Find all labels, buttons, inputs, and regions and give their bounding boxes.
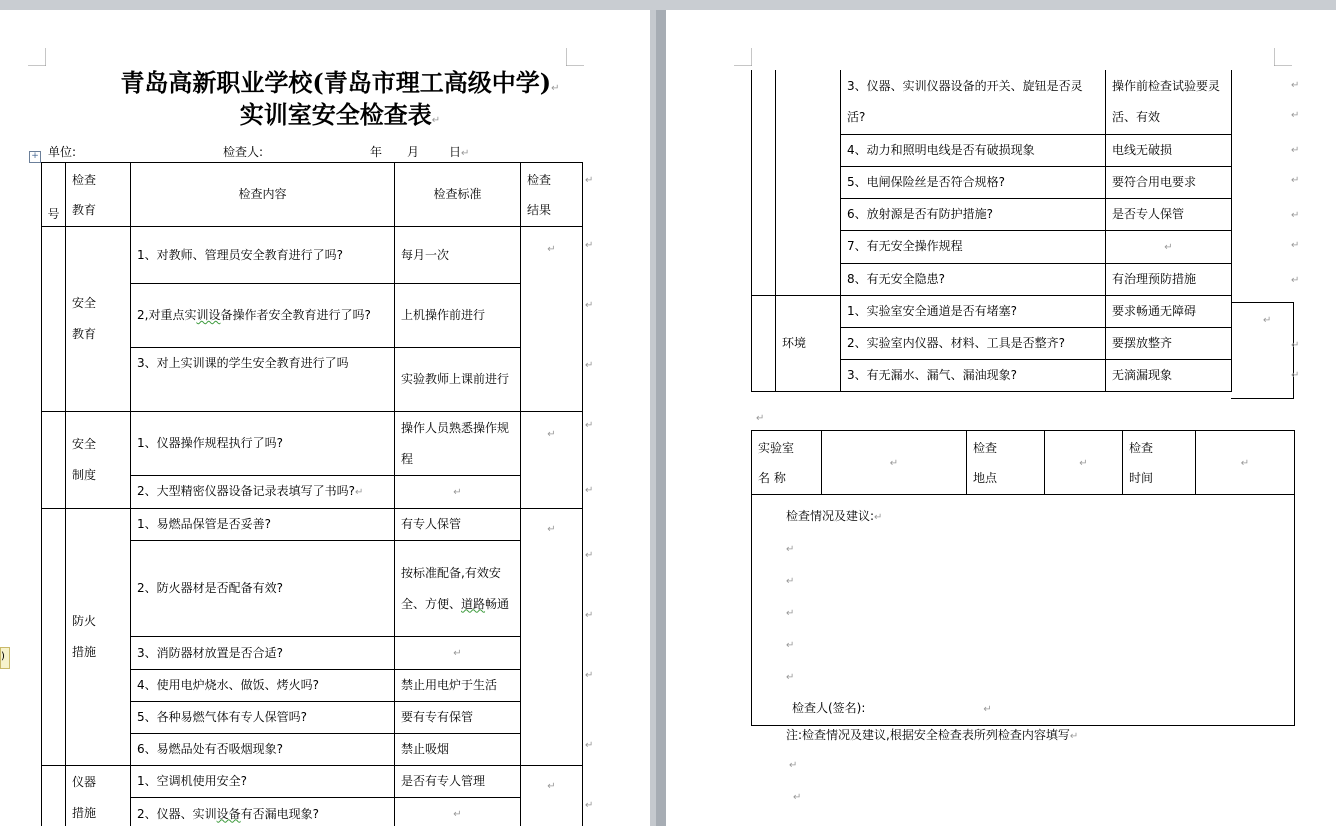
content-cell[interactable]: 1、易燃品保管是否妥善? [131,509,395,541]
document-page-2[interactable] [666,10,1336,826]
header-number: 号 [42,163,66,227]
content-cell[interactable]: 5、电闸保险丝是否符合规格? [841,166,1106,198]
crop-mark-top-right [566,48,584,66]
standard-cell[interactable] [395,637,521,670]
section-fire-prevention: 防火 措施 [66,509,131,766]
standard-cell[interactable]: 要有专有保管 [395,702,521,734]
lab-info-form [751,430,1295,726]
document-page-1[interactable] [0,10,650,826]
section-safety-education: 安全 教育 [66,227,131,412]
standard-cell[interactable]: 有专人保管 [395,509,521,541]
content-cell[interactable]: 2、仪器、实训设备有否漏电现象? [131,798,395,826]
table-header-row [42,163,583,227]
inspector-label: 检查人: [223,145,264,159]
result-cell[interactable] [521,509,583,766]
standard-cell[interactable]: 电线无破损 [1106,134,1232,166]
content-cell[interactable]: 6、易燃品处有否吸烟现象? [131,734,395,766]
crop-mark-top-right [1274,48,1292,66]
result-cell[interactable] [521,412,583,509]
table-row [752,70,1232,134]
situation-row [752,495,1295,726]
note-text: 注:检查情况及建议,根据安全检查表所列检查内容填写 ↵ [786,726,1078,743]
header-item: 检查 教育 [66,163,131,227]
table-row [42,509,583,541]
content-cell[interactable]: 4、动力和照明电线是否有破损现象 [841,134,1106,166]
standard-cell[interactable]: 按标准配备,有效安全、方便、道路畅通 [395,541,521,637]
content-cell[interactable]: 3、有无漏水、漏气、漏油现象? [841,359,1106,391]
situation-cell[interactable] [752,495,1295,726]
content-cell[interactable]: 6、放射源是否有防护措施? [841,198,1106,230]
standard-cell[interactable] [395,798,521,826]
standard-cell[interactable]: 禁止吸烟 [395,734,521,766]
section-safety-system: 安全 制度 [66,412,131,509]
result-cell[interactable] [521,766,583,826]
lab-name-value[interactable] [822,431,967,495]
content-cell[interactable]: 3、仪器、实训仪器设备的开关、旋钮是否灵活? [841,70,1106,134]
month-label: 月 [407,145,420,159]
standard-cell[interactable]: 无滴漏现象 [1106,359,1232,391]
content-cell[interactable]: 5、各种易燃气体有专人保管吗? [131,702,395,734]
content-cell[interactable]: 1、对教师、管理员安全教育进行了吗? [131,227,395,284]
standard-cell[interactable]: 操作人员熟悉操作规程 [395,412,521,476]
standard-cell[interactable]: 要摆放整齐 [1106,327,1232,359]
day-label: 日 ↵ [449,143,469,160]
lab-name-label: 实验室 名 称 [752,431,822,495]
content-cell[interactable]: 3、消防器材放置是否合适? [131,637,395,670]
standard-cell[interactable]: 要符合用电要求 [1106,166,1232,198]
standard-cell[interactable]: 实验教师上课前进行 [395,348,521,412]
content-cell[interactable]: 2、防火器材是否配备有效? [131,541,395,637]
content-cell[interactable]: 2、大型精密仪器设备记录表填写了书吗? ↵ [131,476,395,509]
content-cell[interactable]: 1、空调机使用安全? [131,766,395,798]
content-cell[interactable]: 3、对上实训课的学生安全教育进行了吗 [131,348,395,412]
standard-cell[interactable]: 操作前检查试验要灵活、有效 [1106,70,1232,134]
section-instruments: 仪器 措施 [66,766,131,826]
year-label: 年 [370,145,383,159]
page-gutter [650,10,666,826]
section-environment: 环境 [776,295,841,391]
content-cell[interactable]: 2、实验室内仪器、材料、工具是否整齐? [841,327,1106,359]
standard-cell[interactable]: 每月一次 [395,227,521,284]
standard-cell[interactable] [395,476,521,509]
table-row [752,295,1232,327]
content-cell[interactable]: 4、使用电炉烧水、做饭、烤火吗? [131,670,395,702]
location-value[interactable] [1045,431,1123,495]
safety-check-table-part2 [751,70,1232,392]
crop-mark-top-left [734,48,752,66]
signature-label: 检查人(签名): [792,701,866,715]
unit-label: 单位: [48,145,77,159]
standard-cell[interactable]: 是否专人保管 [1106,198,1232,230]
safety-check-table-part1 [41,162,583,826]
crop-mark-top-left [28,48,46,66]
standard-cell[interactable]: 上机操作前进行 [395,284,521,348]
header-result: 检查 结果 [521,163,583,227]
time-label: 检查 时间 [1123,431,1196,495]
title-line-2: 实训室安全检查表 ↵ [95,100,585,136]
situation-label: 检查情况及建议: [786,509,875,523]
standard-cell[interactable] [1106,230,1232,263]
time-value[interactable] [1196,431,1295,495]
lab-info-row [752,431,1295,495]
content-cell[interactable]: 1、实验室安全通道是否有堵塞? [841,295,1106,327]
content-cell[interactable]: 8、有无安全隐患? [841,263,1106,295]
content-cell[interactable]: 7、有无安全操作规程 [841,230,1106,263]
table-row [42,227,583,284]
table-row [42,412,583,476]
standard-cell[interactable]: 禁止用电炉于生活 [395,670,521,702]
standard-cell[interactable]: 有治理预防措施 [1106,263,1232,295]
standard-cell[interactable]: 要求畅通无障碍 [1106,295,1232,327]
result-cell[interactable] [521,227,583,412]
table-row [42,766,583,798]
title-line-1: 青岛高新职业学校(青岛市理工高级中学) ↵ [95,68,585,104]
margin-tag[interactable]: ) [0,647,10,669]
location-label: 检查 地点 [967,431,1045,495]
content-cell[interactable]: 2,对重点实训设备操作者安全教育进行了吗? [131,284,395,348]
header-content: 检查内容 [131,163,395,227]
section-instruments-cont [776,70,841,295]
result-cell[interactable] [1231,302,1294,399]
content-cell[interactable]: 1、仪器操作规程执行了吗? [131,412,395,476]
header-standard: 检查标准 [395,163,521,227]
table-move-handle-icon[interactable]: + [29,151,41,163]
standard-cell[interactable]: 是否有专人管理 [395,766,521,798]
